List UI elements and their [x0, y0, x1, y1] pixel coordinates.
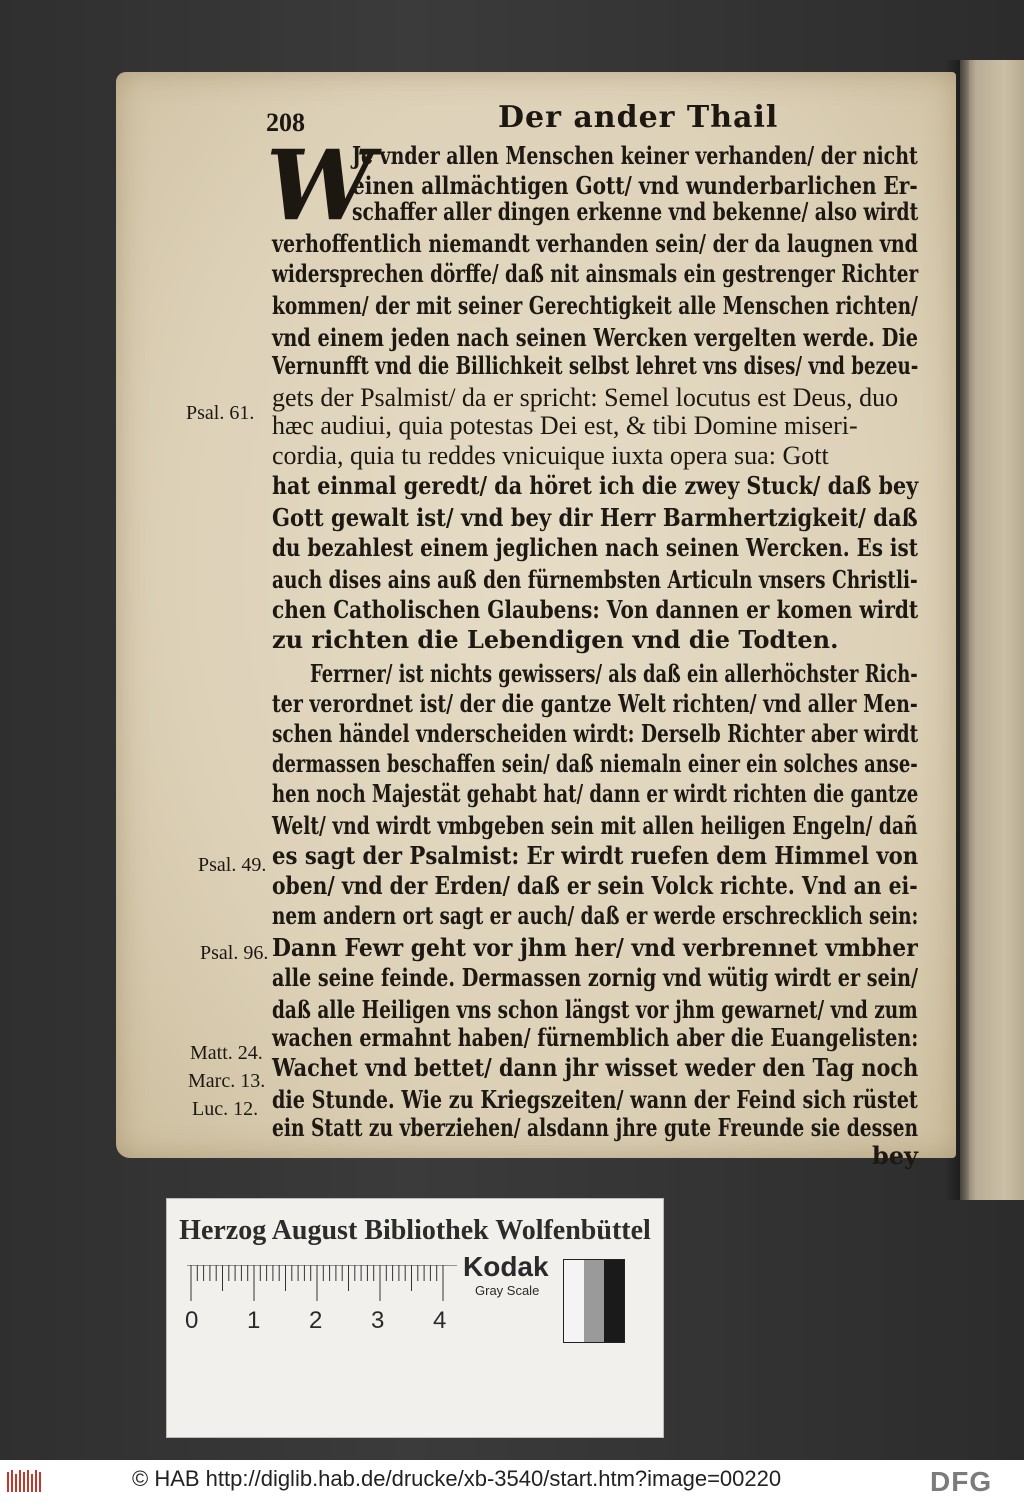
text-line: kommen/ der mit seiner Gerechtigkeit alle Menschen richten/ [272, 291, 918, 320]
text-line: daß alle Heiligen vns schon längst vor jhm gewarnet/ vnd zum [272, 995, 918, 1024]
gray-scale-label: Gray Scale [475, 1283, 540, 1298]
text-line: oben/ vnd der Erden/ daß er sein Volck richte. Vnd an ei- [272, 871, 918, 900]
ruler [187, 1265, 457, 1305]
hab-logo-icon [6, 1468, 46, 1494]
gray-patch [584, 1260, 604, 1342]
text-line: chen Catholischen Glaubens: Von dannen er komen wirdt [272, 595, 919, 624]
text-line: schen händel vnderscheiden wirdt: Derselb Richter aber wirdt [272, 719, 919, 748]
text-line: Ferrner/ ist nichts gewissers/ als daß ein allerhöchster Rich- [310, 659, 918, 688]
text-line: Wachet vnd bettet/ dann jhr wisset weder den Tag noch [272, 1053, 919, 1082]
text-line: es sagt der Psalmist: Er wirdt ruefen dem Himmel von [272, 841, 919, 870]
text-line: vnd einem jeden nach seinen Wercken vergelten werde. Die [272, 323, 918, 352]
ruler-number: 1 [247, 1307, 261, 1334]
text-line: auch dises ains auß den fürnembsten Articuln vnsers Christli- [272, 565, 918, 594]
text-line: schaffer aller dingen erkenne vnd bekenne/ also wirdt [352, 197, 919, 226]
text-line: dermassen beschaffen sein/ daß niemaln einer ein solches anse- [272, 749, 918, 778]
text-line: wachen ermahnt haben/ fürnemblich aber die Euangelisten: [272, 1023, 919, 1052]
footer-credit[interactable]: © HAB http://diglib.hab.de/drucke/xb-3540/start.htm?image=00220 [132, 1466, 782, 1491]
ruler-number: 4 [433, 1307, 447, 1334]
text-line: gets der Psalmist/ da er spricht: Semel locutus est Deus, duo [272, 383, 899, 412]
footer-bar [0, 1460, 1024, 1502]
page-number: 208 [266, 108, 305, 137]
text-line: hæc audiui, quia potestas Dei est, & tibi Domine miseri- [272, 411, 858, 440]
text-line: Vernunfft vnd die Billichkeit selbst lehret vns dises/ vnd bezeu- [272, 351, 919, 380]
facing-page-edge [960, 60, 1024, 1200]
text-line: ter verordnet ist/ der die gantze Welt richten/ vnd aller Men- [272, 689, 918, 718]
text-line: einen allmächtigen Gott/ vnd wunderbarlichen Er- [352, 171, 918, 200]
text-line: hen noch Majestät gehabt hat/ dann er wirdt richten die gantze [272, 779, 919, 808]
text-line: zu richten die Lebendigen vnd die Todten. [272, 625, 839, 654]
library-name: Herzog August Bibliothek Wolfenbüttel [179, 1215, 651, 1246]
margin-note: Matt. 24. [190, 1042, 263, 1064]
dfg-logo: DFG [930, 1466, 993, 1497]
text-line: du bezahlest einem jeglichen nach seinen Wercken. Es ist [272, 533, 918, 562]
text-line: ein Statt zu vberziehen/ alsdann jhre gute Freunde sie dessen [272, 1113, 919, 1142]
gray-scale-patches [563, 1259, 625, 1343]
margin-note: Luc. 12. [192, 1098, 259, 1120]
running-head-title: Der ander Thail [498, 100, 779, 135]
text-line: alle seine feinde. Dermassen zornig vnd wütig wirdt er sein/ [272, 963, 919, 992]
gray-patch [564, 1260, 584, 1342]
text-line: nem andern ort sagt er auch/ daß er werde erschrecklich sein: [272, 901, 919, 930]
running-head [0, 100, 1024, 140]
text-line: Dann Fewr geht vor jhm her/ vnd verbrennet vmbher [272, 933, 918, 962]
calibration-card [166, 1198, 664, 1438]
text-line: die Stunde. Wie zu Kriegszeiten/ wann der Feind sich rüstet [272, 1085, 918, 1114]
margin-note: Psal. 49. [198, 854, 267, 876]
ruler-number: 0 [185, 1307, 199, 1334]
drop-cap: W [266, 129, 374, 242]
margin-note: Psal. 61. [186, 402, 255, 424]
gray-patch [604, 1260, 624, 1342]
ruler-number: 2 [309, 1307, 323, 1334]
text-line: Welt/ vnd wirdt vmbgeben sein mit allen heiligen Engeln/ dañ [272, 811, 918, 840]
text-line: Je vnder allen Menschen keiner verhanden/ der nicht [352, 141, 918, 170]
text-line: widersprechen dörffe/ daß nit ainsmals ein gestrenger Richter [272, 259, 919, 288]
kodak-label: Kodak [463, 1251, 549, 1282]
text-line: Gott gewalt ist/ vnd bey dir Herr Barmhertzigkeit/ daß [272, 503, 918, 532]
text-line: hat einmal geredt/ da höret ich die zwey Stuck/ daß bey [272, 471, 919, 500]
text-line: cordia, quia tu reddes vnicuique iuxta opera sua: Gott [272, 441, 829, 470]
margin-note: Marc. 13. [188, 1070, 266, 1092]
margin-note: Psal. 96. [200, 942, 269, 964]
ruler-number: 3 [371, 1307, 385, 1334]
text-line: verhoffentlich niemandt verhanden sein/ der da laugnen vnd [272, 229, 918, 258]
ruler-numbers [185, 1307, 465, 1339]
text-line: bey [872, 1141, 918, 1170]
